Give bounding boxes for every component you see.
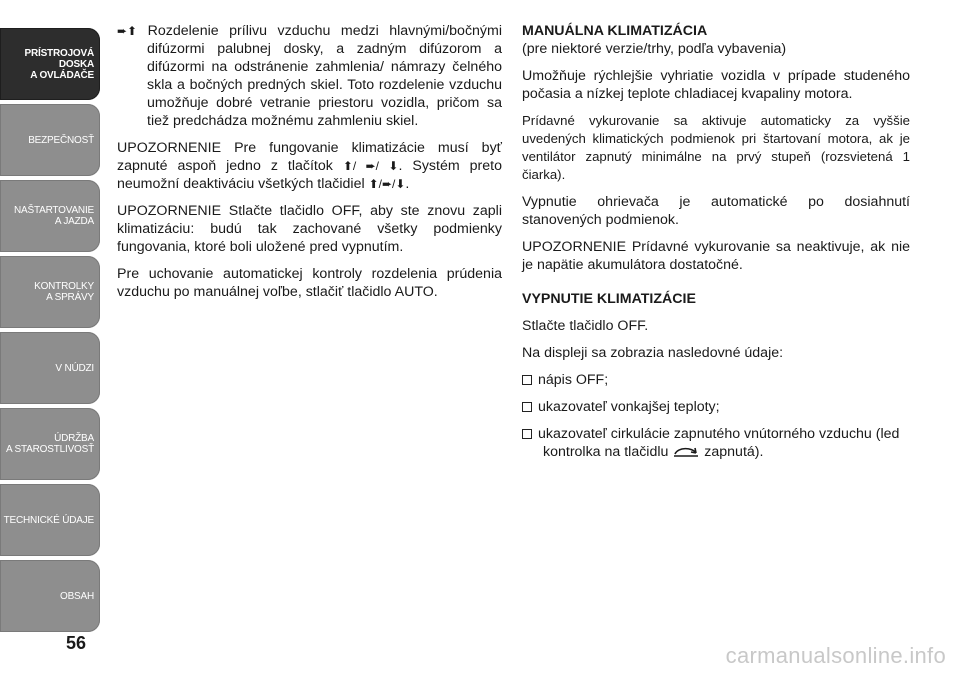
section-heading-climate-off: VYPNUTIE KLIMATIZÁCIE: [522, 291, 696, 307]
heating-paragraph: Umožňuje rýchlejšie vyhriatie vozidla v prípade studeného počasia a nízkej teplote chladiacej kvapaliny motora.: [522, 68, 910, 102]
tab-obsah[interactable]: OBSAH: [0, 560, 100, 632]
airflow-arrow-icons: ⬆/ ➨/ ⬇: [342, 159, 399, 173]
section-subheading: (pre niektoré verzie/trhy, podľa vybavenia): [522, 41, 787, 57]
airflow-arrow-icons: ➨⬆: [117, 24, 138, 38]
press-off-paragraph: Stlačte tlačidlo OFF.: [522, 318, 649, 334]
tab-kontrolky[interactable]: KONTROLKY A SPRÁVY: [0, 256, 100, 328]
aux-heating-paragraph: Prídavné vykurovanie sa aktivuje automaticky za vyššie uvedených klimatických podmienok pri štartovaní motora, ak je ventilátor zapnutý minimálne na prvý stupeň (rozsvietená 1 čiarka).: [522, 113, 910, 182]
tab-nastartovanie[interactable]: NAŠTARTOVANIE A JAZDA: [0, 180, 100, 252]
section-heading-manual-climate: MANUÁLNA KLIMATIZÁCIA: [522, 23, 708, 39]
airflow-arrow-icons: ⬆/➨/⬇: [368, 177, 406, 191]
recirculation-icon: [672, 444, 700, 458]
tab-technicke-udaje[interactable]: TECHNICKÉ ÚDAJE: [0, 484, 100, 556]
right-column: [522, 22, 910, 470]
tab-v-nudzi[interactable]: V NÚDZI: [0, 332, 100, 404]
tab-udrzba[interactable]: ÚDRŽBA A STAROSTLIVOSŤ: [0, 408, 100, 480]
checkbox-bullet-icon: [522, 402, 532, 412]
display-paragraph: Na displeji sa zobrazia nasledovné údaje:: [522, 345, 784, 361]
checkbox-bullet-icon: [522, 429, 532, 439]
left-column: [117, 22, 502, 310]
list-item: ukazovateľ vonkajšej teploty;: [522, 398, 910, 416]
list-item: ukazovateľ cirkulácie zapnutého vnútorného vzduchu (led kontrolka na tlačidlu zapnutá).: [522, 425, 910, 461]
auto-paragraph: Pre uchovanie automatickej kontroly rozdelenia prúdenia vzduchu po manuálnej voľbe, stlačiť tlačidlo AUTO.: [117, 266, 502, 300]
tab-pristrojova-doska[interactable]: PRÍSTROJOVÁ DOSKA A OVLÁDAČE: [0, 28, 100, 100]
heater-off-paragraph: Vypnutie ohrievača je automatické po dosiahnutí stanovených podmienok.: [522, 194, 910, 228]
watermark: carmanualsonline.info: [725, 643, 946, 668]
warning-battery-paragraph: UPOZORNENIE Prídavné vykurovanie sa neaktivuje, ak nie je napätie akumulátora dostatočné.: [522, 239, 910, 273]
checkbox-bullet-icon: [522, 375, 532, 385]
page-number: 56: [66, 633, 87, 653]
list-item: nápis OFF;: [522, 371, 910, 389]
tab-bezpecnost[interactable]: BEZPEČNOSŤ: [0, 104, 100, 176]
airflow-distribution-paragraph: ➨⬆ Rozdelenie prílivu vzduchu medzi hlavnými/bočnými difúzormi palubnej dosky, a zadným difúzorom a difúzormi na odstránenie zahmlenia/ námrazy čelného skla a bočných predných skiel. Toto rozdelenie vzduchu umožňuje dobré vetranie priestoru vozidla, pričom sa tiež predchádza možnému zahmleniu skiel.: [117, 23, 502, 129]
warning-off-paragraph: UPOZORNENIE Stlačte tlačidlo OFF, aby ste znovu zapli klimatizáciu: budú tak zachované všetky podmienky fungovania, ktoré boli uložené pred vypnutím.: [117, 203, 502, 255]
warning-buttons-paragraph: UPOZORNENIE Pre fungovanie klimatizácie musí byť zapnuté aspoň jedno z tlačítok ⬆/ ➨/ ⬇. Systém preto neumožní deaktiváciu všetkých tlačidiel ⬆/➨/⬇.: [117, 140, 502, 192]
